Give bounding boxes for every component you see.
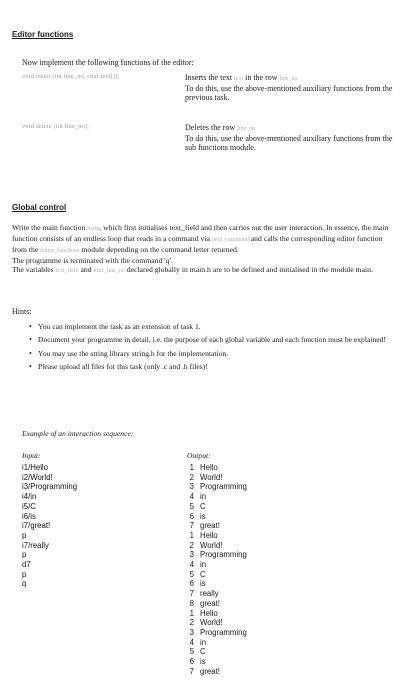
input-line: i2/World! bbox=[22, 472, 53, 482]
output-line bbox=[180, 531, 247, 541]
input-line: i7/really bbox=[22, 540, 49, 550]
hint-item: • You can implement the task as an extension of task 1. bbox=[38, 322, 394, 331]
output-line bbox=[180, 492, 247, 502]
output-line-text: in bbox=[200, 560, 207, 570]
output-line-number: 4 bbox=[189, 637, 194, 647]
output-line-number: 7 bbox=[189, 589, 194, 599]
input-line: p bbox=[22, 569, 27, 579]
output-line bbox=[180, 589, 247, 599]
output-line-number: 6 bbox=[189, 511, 194, 521]
output-line-text: C bbox=[200, 569, 206, 579]
output-line-text: is bbox=[200, 511, 206, 521]
output-line bbox=[180, 609, 247, 619]
hint-item: • Document your programme in detail, i.e. the purpose of each global variable and each function must be explained! bbox=[38, 335, 394, 344]
hint-item: • You may use the string library string.h for the implementation. bbox=[38, 349, 394, 358]
output-line bbox=[180, 482, 247, 492]
output-line-text: Programming bbox=[200, 482, 247, 492]
output-line bbox=[180, 647, 247, 657]
hints-list bbox=[22, 322, 394, 376]
output-line-text: is bbox=[200, 657, 206, 667]
hint-item: • Please upload all files for this task (only .c and .h files)! bbox=[38, 362, 394, 371]
input-line: d7 bbox=[22, 560, 31, 570]
output-line bbox=[180, 463, 247, 473]
output-line bbox=[180, 599, 247, 609]
output-line-number: 3 bbox=[189, 482, 194, 492]
output-line-number: 2 bbox=[189, 540, 194, 550]
output-line-number: 3 bbox=[189, 550, 194, 560]
input-line: i1/Hello bbox=[22, 463, 49, 472]
output-line-number: 5 bbox=[189, 569, 194, 579]
insert-signature: void insert (int line_no, char text[]); bbox=[22, 73, 120, 80]
output-line-number: 3 bbox=[189, 627, 194, 637]
output-line-number: 6 bbox=[189, 579, 194, 589]
output-line-number: 7 bbox=[189, 666, 194, 676]
output-line-number: 2 bbox=[189, 618, 194, 628]
output-line bbox=[180, 618, 247, 628]
output-line bbox=[180, 579, 247, 589]
output-line bbox=[180, 667, 247, 677]
output-line-number: 5 bbox=[189, 501, 194, 511]
output-line bbox=[180, 550, 247, 560]
output-line-text: Programming bbox=[200, 550, 247, 560]
output-line bbox=[180, 570, 247, 580]
output-line-number: 1 bbox=[189, 530, 194, 540]
insert-description: Inserts the text text in the row line_no To do this, use the above-mentioned auxiliary functions from the previous task. bbox=[185, 73, 393, 103]
delete-description: Deletes the row line_no To do this, use the above-mentioned auxiliary functions from the sub functions module. bbox=[185, 123, 393, 153]
delete-signature: void delete (int line_no); bbox=[22, 123, 90, 130]
output-line bbox=[180, 502, 247, 512]
output-line-number: 7 bbox=[189, 521, 194, 531]
output-line-text: C bbox=[200, 647, 206, 657]
input-line: i5/C bbox=[22, 501, 36, 511]
input-line: i7/great! bbox=[22, 521, 51, 531]
editor-functions-heading: Editor functions bbox=[12, 30, 74, 39]
output-line-text: Hello bbox=[200, 530, 218, 540]
input-label: Input: bbox=[22, 451, 41, 460]
input-line: p bbox=[22, 530, 27, 540]
input-line: i3/Programming bbox=[22, 482, 78, 492]
output-line-text: Hello bbox=[200, 608, 218, 618]
output-line-text: C bbox=[200, 501, 206, 511]
output-line-number: 2 bbox=[189, 472, 194, 482]
output-line-number: 1 bbox=[189, 608, 194, 618]
input-column bbox=[22, 463, 77, 589]
output-label: Output: bbox=[187, 451, 211, 460]
output-line-text: in bbox=[200, 637, 207, 647]
example-caption: Example of an interaction sequence: bbox=[22, 429, 134, 438]
output-line bbox=[180, 521, 247, 531]
hints-label: Hints: bbox=[12, 307, 32, 316]
output-line-number: 5 bbox=[189, 647, 194, 657]
output-line-text: great! bbox=[200, 666, 220, 676]
output-line-text: World! bbox=[200, 618, 223, 628]
output-line-text: Hello bbox=[200, 463, 218, 472]
output-line-text: World! bbox=[200, 540, 223, 550]
global-control-heading: Global control bbox=[12, 203, 67, 212]
output-line-text: World! bbox=[200, 472, 223, 482]
output-line-text: really bbox=[200, 589, 219, 599]
output-line-text: great! bbox=[200, 598, 220, 608]
output-line bbox=[180, 628, 247, 638]
input-line: q bbox=[22, 579, 27, 589]
output-column bbox=[180, 463, 247, 676]
input-line: i6/is bbox=[22, 511, 36, 521]
output-line-number: 6 bbox=[189, 657, 194, 667]
output-line-number: 4 bbox=[189, 560, 194, 570]
global-control-paragraph: Write the main function main, which first initialises text_field and then carries out the user interaction. In essence, the main function consists of an endless loop that reads in a command via next_command and calls the corresponding editor function from the editor_functions module depending on the command letter returned. The programme is terminated with the command 'q'. The variables text_field and max_line_no declared globally in main.h are to be defined and initialised in the module main. bbox=[12, 223, 389, 274]
input-line: i4/in bbox=[22, 492, 37, 502]
output-line bbox=[180, 473, 247, 483]
output-line-text: is bbox=[200, 579, 206, 589]
output-line bbox=[180, 560, 247, 570]
output-line-text: in bbox=[200, 492, 207, 502]
output-line-number: 1 bbox=[189, 463, 194, 472]
editor-intro: Now implement the following functions of the editor: bbox=[22, 58, 194, 67]
output-line-number: 4 bbox=[189, 492, 194, 502]
output-line-number: 8 bbox=[189, 598, 194, 608]
input-line: p bbox=[22, 550, 27, 560]
output-line-text: Programming bbox=[200, 627, 247, 637]
output-line bbox=[180, 657, 247, 667]
output-line bbox=[180, 512, 247, 522]
output-line-text: great! bbox=[200, 521, 220, 531]
output-line bbox=[180, 638, 247, 648]
output-line bbox=[180, 541, 247, 551]
